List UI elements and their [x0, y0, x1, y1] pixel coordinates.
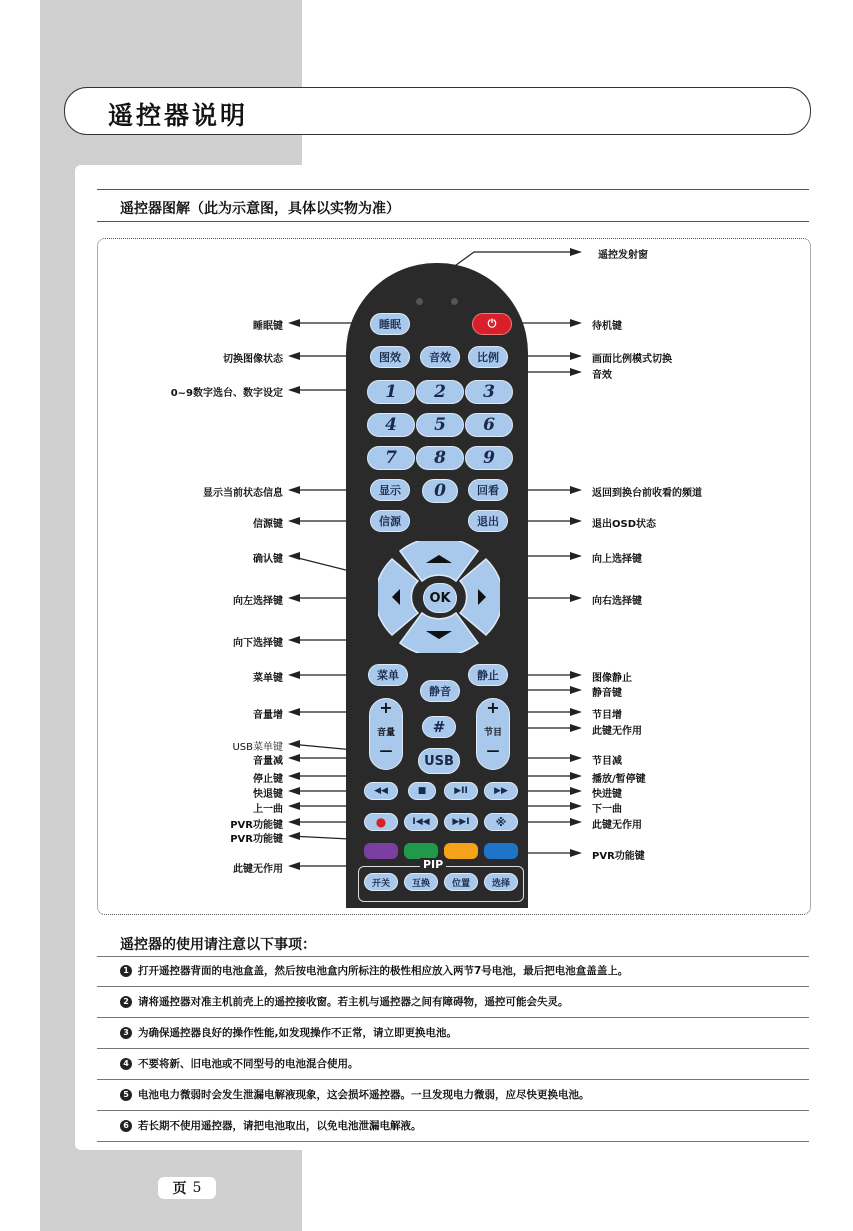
- label-pvr: PVR功能键: [592, 851, 645, 862]
- volume-label: 音量: [376, 728, 395, 738]
- note-number: 5: [120, 1089, 132, 1101]
- label-prev: 上一曲: [253, 804, 283, 815]
- previous-button[interactable]: I◀◀: [404, 813, 438, 831]
- digit-2-button[interactable]: 2: [416, 380, 464, 404]
- sound-button[interactable]: 音效: [420, 346, 460, 368]
- label-sound: 音效: [592, 370, 612, 381]
- divider: [97, 956, 809, 957]
- note-number: 1: [120, 965, 132, 977]
- note-text: 若长期不使用遥控器，请把电池取出，以免电池泄漏电解液。: [138, 1120, 422, 1132]
- note-text: 电池电力微弱时会发生泄漏电解液现象，这会损坏遥控器。一旦发现电力微弱，应尽快更换电池。: [138, 1089, 590, 1101]
- note-item: [120, 994, 808, 1009]
- label-rewind: 快退键: [253, 789, 283, 800]
- label-freeze: 图像静止: [592, 673, 632, 684]
- label-ok: 确认键: [253, 554, 283, 565]
- channel-up-button[interactable]: +: [486, 698, 500, 717]
- divider: [97, 986, 809, 987]
- label-picture: 切换图像状态: [223, 354, 283, 365]
- ir-led: [416, 298, 423, 305]
- label-play: 播放/暂停键: [592, 774, 646, 785]
- digit-3-button[interactable]: 3: [465, 380, 513, 404]
- usb-button[interactable]: USB: [418, 748, 460, 774]
- digit-4-button[interactable]: 4: [367, 413, 415, 437]
- blue-key[interactable]: [484, 843, 518, 859]
- mute-button[interactable]: 静音: [420, 680, 460, 702]
- channel-label: 节目: [483, 728, 502, 738]
- label-ch-down: 节目减: [592, 756, 622, 767]
- exit-button[interactable]: 退出: [468, 510, 508, 532]
- menu-button[interactable]: 菜单: [368, 664, 408, 686]
- label-recall: 返回到换台前收看的频道: [592, 488, 702, 499]
- recall-button[interactable]: 回看: [468, 479, 508, 501]
- digit-7-button[interactable]: 7: [367, 446, 415, 470]
- volume-rocker[interactable]: [369, 698, 403, 770]
- note-number: 2: [120, 996, 132, 1008]
- pip-onoff-button[interactable]: 开关: [364, 873, 398, 891]
- label-display: 显示当前状态信息: [203, 488, 283, 499]
- label-exit: 退出OSD状态: [592, 519, 657, 530]
- pip-position-button[interactable]: 位置: [444, 873, 478, 891]
- channel-down-button[interactable]: —: [486, 744, 500, 759]
- label-pvr1: PVR功能键: [230, 820, 283, 831]
- ok-button[interactable]: OK: [423, 583, 457, 613]
- note-text: 为确保遥控器良好的操作性能,如发现操作不正常，请立即更换电池。: [138, 1027, 457, 1039]
- label-right: 向右选择键: [592, 596, 642, 607]
- label-up: 向上选择键: [592, 554, 642, 565]
- label-pvr2: PVR功能键: [230, 834, 283, 845]
- record-button[interactable]: ●: [364, 813, 398, 831]
- diagram-section-title: 遥控器图解（此为示意图，具体以实物为准）: [120, 201, 400, 217]
- hash-button[interactable]: #: [422, 716, 456, 738]
- label-down: 向下选择键: [233, 638, 283, 649]
- label-sleep: 睡眠键: [253, 321, 283, 332]
- page-number: 5: [192, 1180, 202, 1196]
- label-vol-down: 音量减: [253, 756, 283, 767]
- divider: [97, 1079, 809, 1080]
- sleep-button[interactable]: 睡眠: [370, 313, 410, 335]
- divider: [97, 1048, 809, 1049]
- pip-label: PIP: [420, 858, 446, 871]
- note-text: 请将遥控器对准主机前壳上的遥控接收窗。若主机与遥控器之间有障碍物，遥控可能会失灵。: [138, 996, 569, 1008]
- yellow-key[interactable]: [444, 843, 478, 859]
- digit-6-button[interactable]: 6: [465, 413, 513, 437]
- stop-button[interactable]: ■: [408, 782, 436, 800]
- digit-9-button[interactable]: 9: [465, 446, 513, 470]
- label-ch-up: 节目增: [592, 710, 622, 721]
- label-ratio: 画面比例模式切换: [592, 354, 672, 365]
- note-number: 4: [120, 1058, 132, 1070]
- label-standby: 待机键: [592, 321, 622, 332]
- purple-key[interactable]: [364, 843, 398, 859]
- freeze-button[interactable]: 静止: [468, 664, 508, 686]
- label-none1: 此键无作用: [592, 726, 642, 737]
- note-text: 不要将新、旧电池或不同型号的电池混合使用。: [138, 1058, 359, 1070]
- picture-button[interactable]: 图效: [370, 346, 410, 368]
- page-label: 页: [172, 1181, 187, 1197]
- green-key[interactable]: [404, 843, 438, 859]
- label-none2: 此键无作用: [592, 820, 642, 831]
- label-mute: 静音键: [592, 688, 622, 699]
- ratio-button[interactable]: 比例: [468, 346, 508, 368]
- play-pause-button[interactable]: ▶II: [444, 782, 478, 800]
- note-item: [120, 1056, 808, 1071]
- note-number: 3: [120, 1027, 132, 1039]
- ir-led: [451, 298, 458, 305]
- fast-forward-button[interactable]: ▶▶: [484, 782, 518, 800]
- label-none: 此键无作用: [233, 864, 283, 875]
- digit-1-button[interactable]: 1: [367, 380, 415, 404]
- display-button[interactable]: 显示: [370, 479, 410, 501]
- channel-rocker[interactable]: [476, 698, 510, 770]
- power-button[interactable]: ⏻: [472, 313, 512, 335]
- divider: [97, 1110, 809, 1111]
- page-title: 遥控器说明: [108, 101, 249, 130]
- label-ff: 快进键: [592, 789, 622, 800]
- divider: [97, 1141, 809, 1142]
- notes-section-title: 遥控器的使用请注意以下事项：: [120, 937, 316, 953]
- note-number: 6: [120, 1120, 132, 1132]
- label-menu: 菜单键: [253, 673, 283, 684]
- digit-5-button[interactable]: 5: [416, 413, 464, 437]
- label-ir: 遥控发射窗: [598, 250, 648, 261]
- label-digits: 0~9数字选台、数字设定: [170, 388, 283, 399]
- note-text: 打开遥控器背面的电池盒盖，然后按电池盒内所标注的极性相应放入两节7号电池，最后把电池盒盖盖上。: [138, 965, 629, 977]
- label-left: 向左选择键: [233, 596, 283, 607]
- source-button[interactable]: 信源: [370, 510, 410, 532]
- label-usb-menu: USB菜单键: [232, 742, 283, 753]
- rewind-button[interactable]: ◀◀: [364, 782, 398, 800]
- star-button[interactable]: ※: [484, 813, 518, 831]
- pip-swap-button[interactable]: 互换: [404, 873, 438, 891]
- note-item: [120, 1025, 808, 1040]
- label-stop: 停止键: [253, 774, 283, 785]
- note-item: [120, 1087, 808, 1102]
- digit-0-button[interactable]: 0: [422, 479, 458, 503]
- page-number-tab: [158, 1177, 216, 1199]
- volume-down-button[interactable]: —: [379, 744, 393, 759]
- digit-8-button[interactable]: 8: [416, 446, 464, 470]
- volume-up-button[interactable]: +: [379, 698, 393, 717]
- label-next: 下一曲: [592, 804, 622, 815]
- next-button[interactable]: ▶▶I: [444, 813, 478, 831]
- label-source: 信源键: [253, 519, 283, 530]
- note-item: [120, 1118, 808, 1133]
- pip-select-button[interactable]: 选择: [484, 873, 518, 891]
- label-vol-up: 音量增: [253, 710, 283, 721]
- divider: [97, 1017, 809, 1018]
- note-item: [120, 963, 808, 978]
